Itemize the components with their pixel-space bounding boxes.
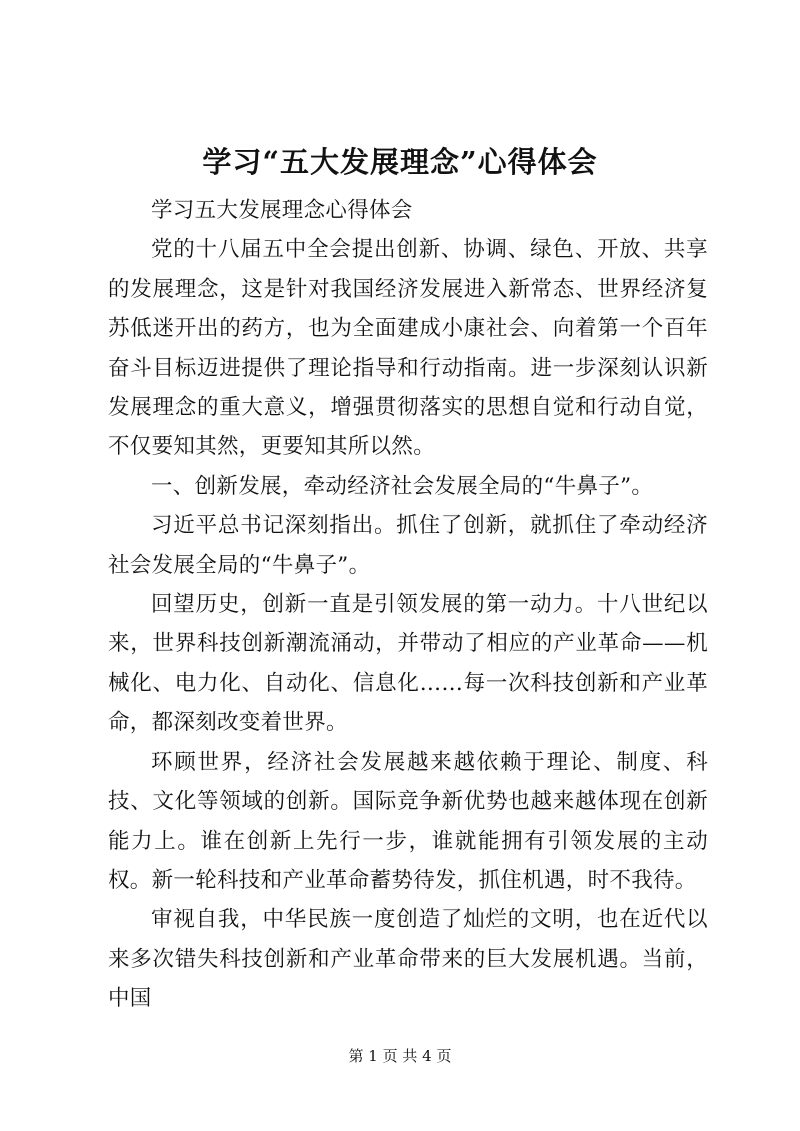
body-paragraph: 环顾世界，经济社会发展越来越依赖于理论、制度、科技、文化等领域的创新。国际竞争新优势也越来越体现在创新能力上。谁在创新上先行一步，谁就能拥有引领发展的主动权。新一轮科技和产业革命蓄势待发，抓住机遇，时不我待。 <box>108 749 708 893</box>
body-paragraph: 回望历史，创新一直是引领发展的第一动力。十八世纪以来，世界科技创新潮流涌动，并带动了相应的产业革命——机械化、电力化、自动化、信息化……每一次科技创新和产业革命，都深刻改变着世界。 <box>108 592 708 736</box>
body-paragraph: 审视自我，中华民族一度创造了灿烂的文明，也在近代以来多次错失科技创新和产业革命带来的巨大发展机遇。当前，中国 <box>108 907 708 1012</box>
section-heading: 一、创新发展，牵动经济社会发展全局的“牛鼻子”。 <box>151 473 654 499</box>
page-footer: 第 1 页 共 4 页 <box>348 1047 452 1065</box>
body-paragraph: 习近平总书记深刻指出。抓住了创新，就抓住了牵动经济社会发展全局的“牛鼻子”。 <box>108 513 708 578</box>
body-paragraph: 党的十八届五中全会提出创新、协调、绿色、开放、共享的发展理念，这是针对我国经济发展进入新常态、世界经济复苏低迷开出的药方，也为全面建成小康社会、向着第一个百年奋斗目标迈进提供了理论指导和行动指南。进一步深刻认识新发展理念的重大意义，增强贯彻落实的思想自觉和行动自觉，不仅要知其然，更要知其所以然。 <box>108 237 708 460</box>
document-title: 学习“五大发展理念”心得体会 <box>202 145 598 179</box>
document-body <box>108 191 708 1019</box>
subtitle-paragraph: 学习五大发展理念心得体会 <box>151 198 413 223</box>
